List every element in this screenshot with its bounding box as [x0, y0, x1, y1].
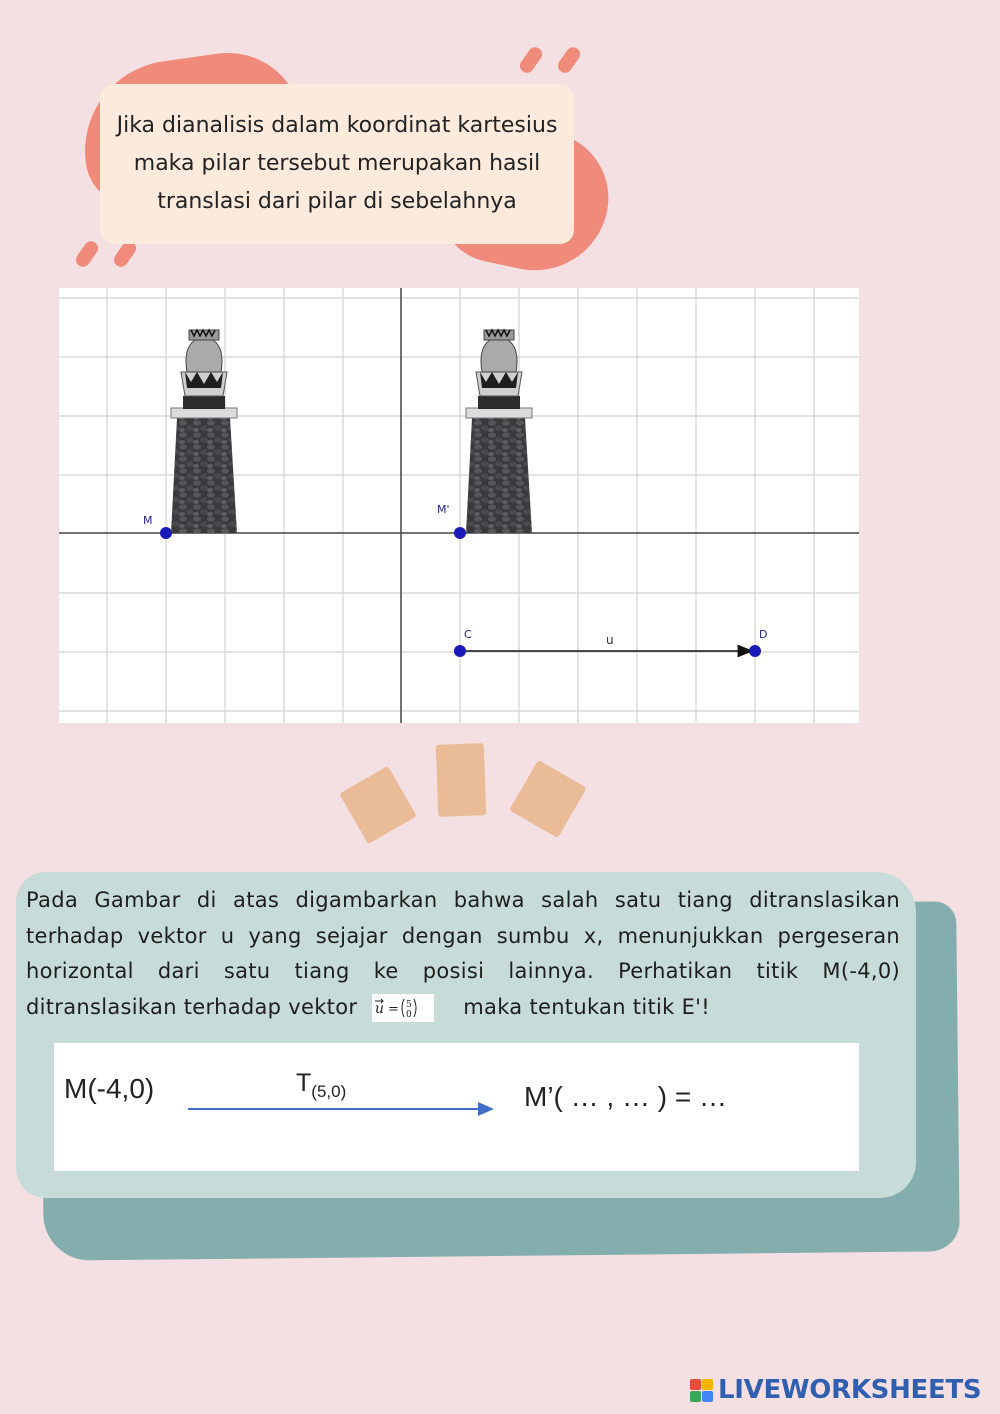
- vector-formula: [372, 994, 434, 1022]
- point-m: [160, 527, 172, 539]
- paper-piece: [339, 766, 416, 844]
- svg-text:u: u: [375, 1000, 385, 1017]
- vector-formula-svg: [372, 994, 434, 1022]
- graph-svg: [59, 288, 859, 723]
- answer-transform-letter: T: [296, 1069, 312, 1097]
- svg-text:0: 0: [406, 1009, 413, 1020]
- label-c: C: [464, 628, 472, 641]
- answer-transform: [296, 1069, 346, 1102]
- task-text: [26, 883, 900, 1025]
- task-text-end: maka tentukan titik E'!: [463, 994, 710, 1019]
- svg-text:=: =: [388, 1001, 400, 1017]
- label-m: M: [143, 514, 153, 527]
- intro-card: [100, 84, 574, 244]
- label-vector-u: u: [606, 633, 614, 647]
- answer-box: [54, 1043, 859, 1171]
- svg-text:5: 5: [406, 999, 413, 1010]
- brand-name: LIVEWORKSHEETS: [718, 1375, 982, 1405]
- label-d: D: [759, 628, 768, 641]
- coral-dash: [555, 45, 583, 76]
- answer-result-field[interactable]: M’( … , … ) = …: [524, 1081, 727, 1112]
- coral-dash: [517, 45, 545, 76]
- label-m-prime: M': [437, 503, 450, 516]
- pillar-translated: [466, 330, 532, 533]
- intro-text: Jika dianalisis dalam koordinat kartesius maka pilar tersebut merupakan hasil translasi dari pilar di sebelahnya: [116, 113, 558, 214]
- answer-start-point: M(-4,0): [64, 1073, 155, 1104]
- point-d: [749, 645, 761, 657]
- paper-piece: [509, 760, 586, 838]
- paper-piece: [436, 743, 486, 817]
- pillar-original: [171, 330, 237, 533]
- cartesian-graph: [59, 288, 859, 723]
- liveworksheets-brand: [690, 1372, 990, 1408]
- answer-transform-sub: (5,0): [311, 1082, 347, 1101]
- brand-logo-icon: [690, 1379, 713, 1402]
- task-text-main: Pada Gambar di atas digambarkan bahwa salah satu tiang ditranslasikan terhadap vektor u yang sejajar dengan sumbu x, menunjukkan pergeseran horizontal dari satu tiang ke posisi lainnya. Perhatikan titik M(-4,0) ditranslasikan terhadap vektor: [26, 888, 900, 1019]
- arrow-right-icon: [188, 1101, 498, 1117]
- point-c: [454, 645, 466, 657]
- coral-dash: [73, 239, 101, 270]
- point-m-prime: [454, 527, 466, 539]
